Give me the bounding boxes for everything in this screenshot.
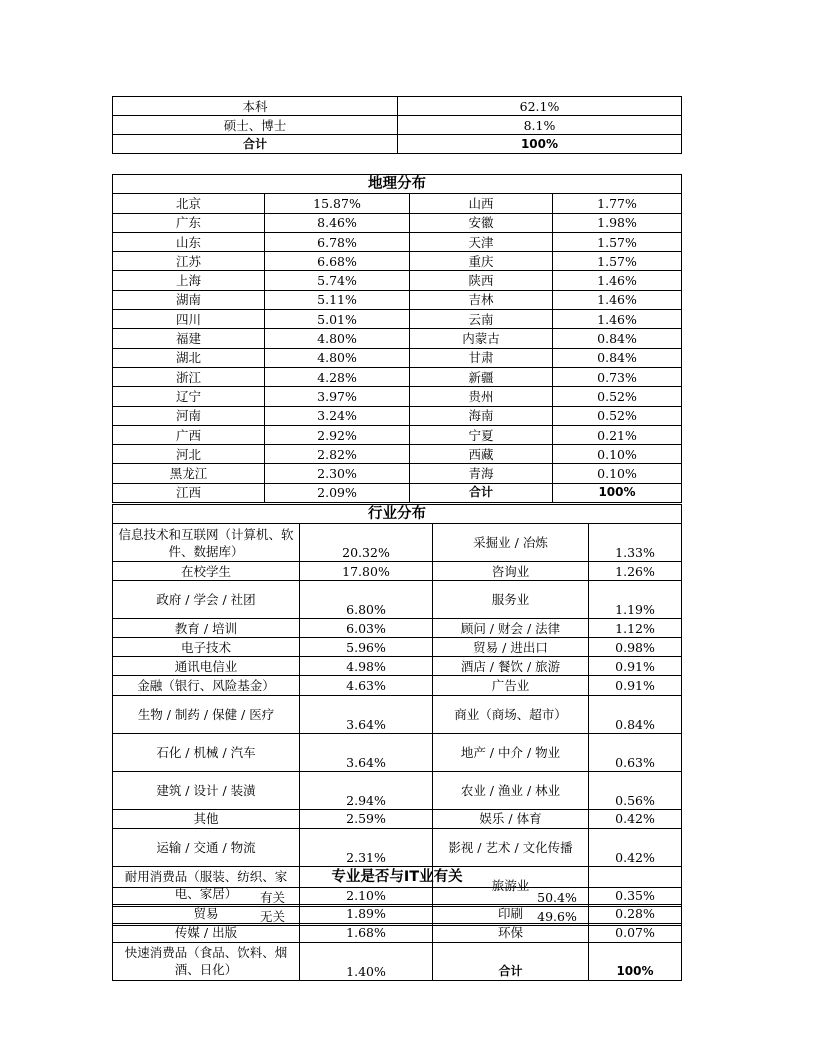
edu-label: 硕士、博士 — [113, 116, 398, 135]
region-name: 江苏 — [113, 252, 265, 271]
edu-total-value: 100% — [398, 135, 682, 154]
industry-name: 商业（商场、超市） — [433, 695, 589, 733]
table-row — [113, 483, 682, 502]
industry-name: 电子技术 — [113, 638, 300, 657]
region-name: 重庆 — [410, 252, 553, 271]
table-row — [113, 213, 682, 232]
region-share: 0.10% — [553, 464, 682, 483]
table-row — [113, 923, 682, 942]
region-name: 安徽 — [410, 213, 553, 232]
region-share: 3.24% — [265, 406, 410, 425]
table-row — [113, 290, 682, 309]
it-related-value: 50.4% — [433, 888, 682, 907]
region-name: 天津 — [410, 232, 553, 251]
region-share: 3.97% — [265, 387, 410, 406]
edu-total-label: 合计 — [113, 135, 398, 154]
edu-value: 62.1% — [398, 97, 682, 116]
region-name: 山东 — [113, 232, 265, 251]
table-row — [113, 271, 682, 290]
industry-share: 3.64% — [300, 733, 433, 771]
table-row — [113, 581, 682, 619]
table-row — [113, 406, 682, 425]
industry-name: 建筑 / 设计 / 装潢 — [113, 771, 300, 809]
table-row — [113, 771, 682, 809]
industry-name: 酒店 / 餐饮 / 旅游 — [433, 657, 589, 676]
table-row — [113, 619, 682, 638]
it-related-table — [112, 866, 682, 926]
industry-name: 合计 — [433, 942, 589, 980]
industry-share: 6.03% — [300, 619, 433, 638]
industry-title: 行业分布 — [113, 505, 682, 524]
industry-name: 顾问 / 财会 / 法律 — [433, 619, 589, 638]
industry-name: 传媒 / 出版 — [113, 923, 300, 942]
table-row — [113, 445, 682, 464]
geography-body — [113, 194, 682, 503]
industry-share: 1.89% — [300, 904, 433, 923]
industry-share: 1.33% — [589, 524, 682, 562]
table-row — [113, 464, 682, 483]
industry-share: 6.80% — [300, 581, 433, 619]
region-share: 8.46% — [265, 213, 410, 232]
industry-name: 娱乐 / 体育 — [433, 809, 589, 828]
industry-name: 咨询业 — [433, 562, 589, 581]
industry-name: 教育 / 培训 — [113, 619, 300, 638]
table-row — [113, 329, 682, 348]
industry-name: 其他 — [113, 809, 300, 828]
region-name: 河南 — [113, 406, 265, 425]
industry-name: 贸易 — [113, 904, 300, 923]
industry-name: 在校学生 — [113, 562, 300, 581]
region-name: 海南 — [410, 406, 553, 425]
industry-share: 17.80% — [300, 562, 433, 581]
industry-share: 4.63% — [300, 676, 433, 695]
region-share: 100% — [553, 483, 682, 502]
region-share: 4.28% — [265, 367, 410, 386]
region-share: 6.78% — [265, 232, 410, 251]
edu-label: 本科 — [113, 97, 398, 116]
region-name: 合计 — [410, 483, 553, 502]
region-name: 广西 — [113, 425, 265, 444]
region-name: 青海 — [410, 464, 553, 483]
region-share: 0.84% — [553, 329, 682, 348]
region-share: 1.77% — [553, 194, 682, 213]
region-name: 浙江 — [113, 367, 265, 386]
region-share: 4.80% — [265, 329, 410, 348]
industry-name: 环保 — [433, 923, 589, 942]
table-row — [113, 524, 682, 562]
industry-share: 0.91% — [589, 657, 682, 676]
region-name: 西藏 — [410, 445, 553, 464]
region-name: 新疆 — [410, 367, 553, 386]
industry-share: 2.31% — [300, 828, 433, 866]
table-row — [113, 348, 682, 367]
industry-name: 政府 / 学会 / 社团 — [113, 581, 300, 619]
education-table — [112, 96, 682, 154]
table-row — [113, 232, 682, 251]
industry-share: 0.35% — [589, 866, 682, 904]
industry-share: 20.32% — [300, 524, 433, 562]
region-share: 5.74% — [265, 271, 410, 290]
region-share: 0.52% — [553, 406, 682, 425]
region-share: 2.82% — [265, 445, 410, 464]
region-share: 15.87% — [265, 194, 410, 213]
region-name: 辽宁 — [113, 387, 265, 406]
table-row — [113, 809, 682, 828]
region-name: 云南 — [410, 310, 553, 329]
table-row — [113, 194, 682, 213]
region-name: 黑龙江 — [113, 464, 265, 483]
industry-share: 1.19% — [589, 581, 682, 619]
industry-share: 0.91% — [589, 676, 682, 695]
industry-name: 农业 / 渔业 / 林业 — [433, 771, 589, 809]
region-share: 5.01% — [265, 310, 410, 329]
region-name: 山西 — [410, 194, 553, 213]
table-row — [113, 638, 682, 657]
table-row — [113, 888, 682, 907]
edu-value: 8.1% — [398, 116, 682, 135]
it-related-title: 专业是否与IT业有关 — [113, 867, 682, 888]
table-row — [113, 562, 682, 581]
industry-name: 服务业 — [433, 581, 589, 619]
geography-table — [112, 174, 682, 503]
industry-share: 0.28% — [589, 904, 682, 923]
region-share: 1.46% — [553, 290, 682, 309]
industry-share: 1.40% — [300, 942, 433, 980]
region-share: 1.98% — [553, 213, 682, 232]
industry-share: 4.98% — [300, 657, 433, 676]
region-name: 吉林 — [410, 290, 553, 309]
table-row — [113, 657, 682, 676]
table-row — [113, 907, 682, 926]
industry-name: 贸易 / 进出口 — [433, 638, 589, 657]
region-share: 0.84% — [553, 348, 682, 367]
region-name: 上海 — [113, 271, 265, 290]
industry-share: 2.94% — [300, 771, 433, 809]
table-row — [113, 425, 682, 444]
region-share: 4.80% — [265, 348, 410, 367]
industry-share: 2.10% — [300, 866, 433, 904]
it-related-label: 无关 — [113, 907, 433, 926]
it-related-label: 有关 — [113, 888, 433, 907]
industry-share: 5.96% — [300, 638, 433, 657]
industry-share: 0.42% — [589, 828, 682, 866]
region-name: 河北 — [113, 445, 265, 464]
it-related-value: 49.6% — [433, 907, 682, 926]
industry-share: 0.56% — [589, 771, 682, 809]
region-share: 2.09% — [265, 483, 410, 502]
region-share: 1.57% — [553, 252, 682, 271]
industry-name: 石化 / 机械 / 汽车 — [113, 733, 300, 771]
table-row — [113, 387, 682, 406]
industry-share: 1.26% — [589, 562, 682, 581]
region-name: 四川 — [113, 310, 265, 329]
industry-share: 100% — [589, 942, 682, 980]
table-row — [113, 367, 682, 386]
industry-name: 印刷 — [433, 904, 589, 923]
industry-name: 采掘业 / 冶炼 — [433, 524, 589, 562]
region-name: 内蒙古 — [410, 329, 553, 348]
geography-title: 地理分布 — [113, 175, 682, 194]
industry-name: 旅游业 — [433, 866, 589, 904]
industry-name: 通讯电信业 — [113, 657, 300, 676]
industry-name: 地产 / 中介 / 物业 — [433, 733, 589, 771]
region-name: 江西 — [113, 483, 265, 502]
industry-share: 1.68% — [300, 923, 433, 942]
industry-name: 耐用消费品（服装、纺织、家电、家居） — [113, 866, 300, 904]
industry-name: 信息技术和互联网（计算机、软件、数据库） — [113, 524, 300, 562]
table-row — [113, 116, 682, 135]
industry-name: 影视 / 艺术 / 文化传播 — [433, 828, 589, 866]
region-name: 广东 — [113, 213, 265, 232]
region-share: 1.46% — [553, 310, 682, 329]
region-share: 0.10% — [553, 445, 682, 464]
industry-share: 0.42% — [589, 809, 682, 828]
region-name: 贵州 — [410, 387, 553, 406]
table-row — [113, 252, 682, 271]
region-share: 1.57% — [553, 232, 682, 251]
region-name: 福建 — [113, 329, 265, 348]
region-share: 5.11% — [265, 290, 410, 309]
table-row — [113, 310, 682, 329]
region-name: 陕西 — [410, 271, 553, 290]
table-row — [113, 676, 682, 695]
region-share: 0.73% — [553, 367, 682, 386]
table-row — [113, 733, 682, 771]
region-name: 湖北 — [113, 348, 265, 367]
region-share: 0.21% — [553, 425, 682, 444]
industry-name: 快速消费品（食品、饮料、烟酒、日化） — [113, 942, 300, 980]
table-row — [113, 695, 682, 733]
industry-name: 运输 / 交通 / 物流 — [113, 828, 300, 866]
industry-share: 0.63% — [589, 733, 682, 771]
region-share: 0.52% — [553, 387, 682, 406]
region-name: 宁夏 — [410, 425, 553, 444]
industry-share: 1.12% — [589, 619, 682, 638]
industry-share: 0.98% — [589, 638, 682, 657]
region-share: 2.30% — [265, 464, 410, 483]
region-name: 甘肃 — [410, 348, 553, 367]
industry-name: 生物 / 制药 / 保健 / 医疗 — [113, 695, 300, 733]
industry-name: 金融（银行、风险基金） — [113, 676, 300, 695]
region-share: 2.92% — [265, 425, 410, 444]
table-row — [113, 828, 682, 866]
table-row — [113, 135, 682, 154]
region-share: 1.46% — [553, 271, 682, 290]
industry-share: 3.64% — [300, 695, 433, 733]
industry-share: 0.07% — [589, 923, 682, 942]
industry-share: 0.84% — [589, 695, 682, 733]
region-name: 北京 — [113, 194, 265, 213]
table-row — [113, 97, 682, 116]
table-row — [113, 942, 682, 980]
industry-name: 广告业 — [433, 676, 589, 695]
region-share: 6.68% — [265, 252, 410, 271]
industry-share: 2.59% — [300, 809, 433, 828]
region-name: 湖南 — [113, 290, 265, 309]
